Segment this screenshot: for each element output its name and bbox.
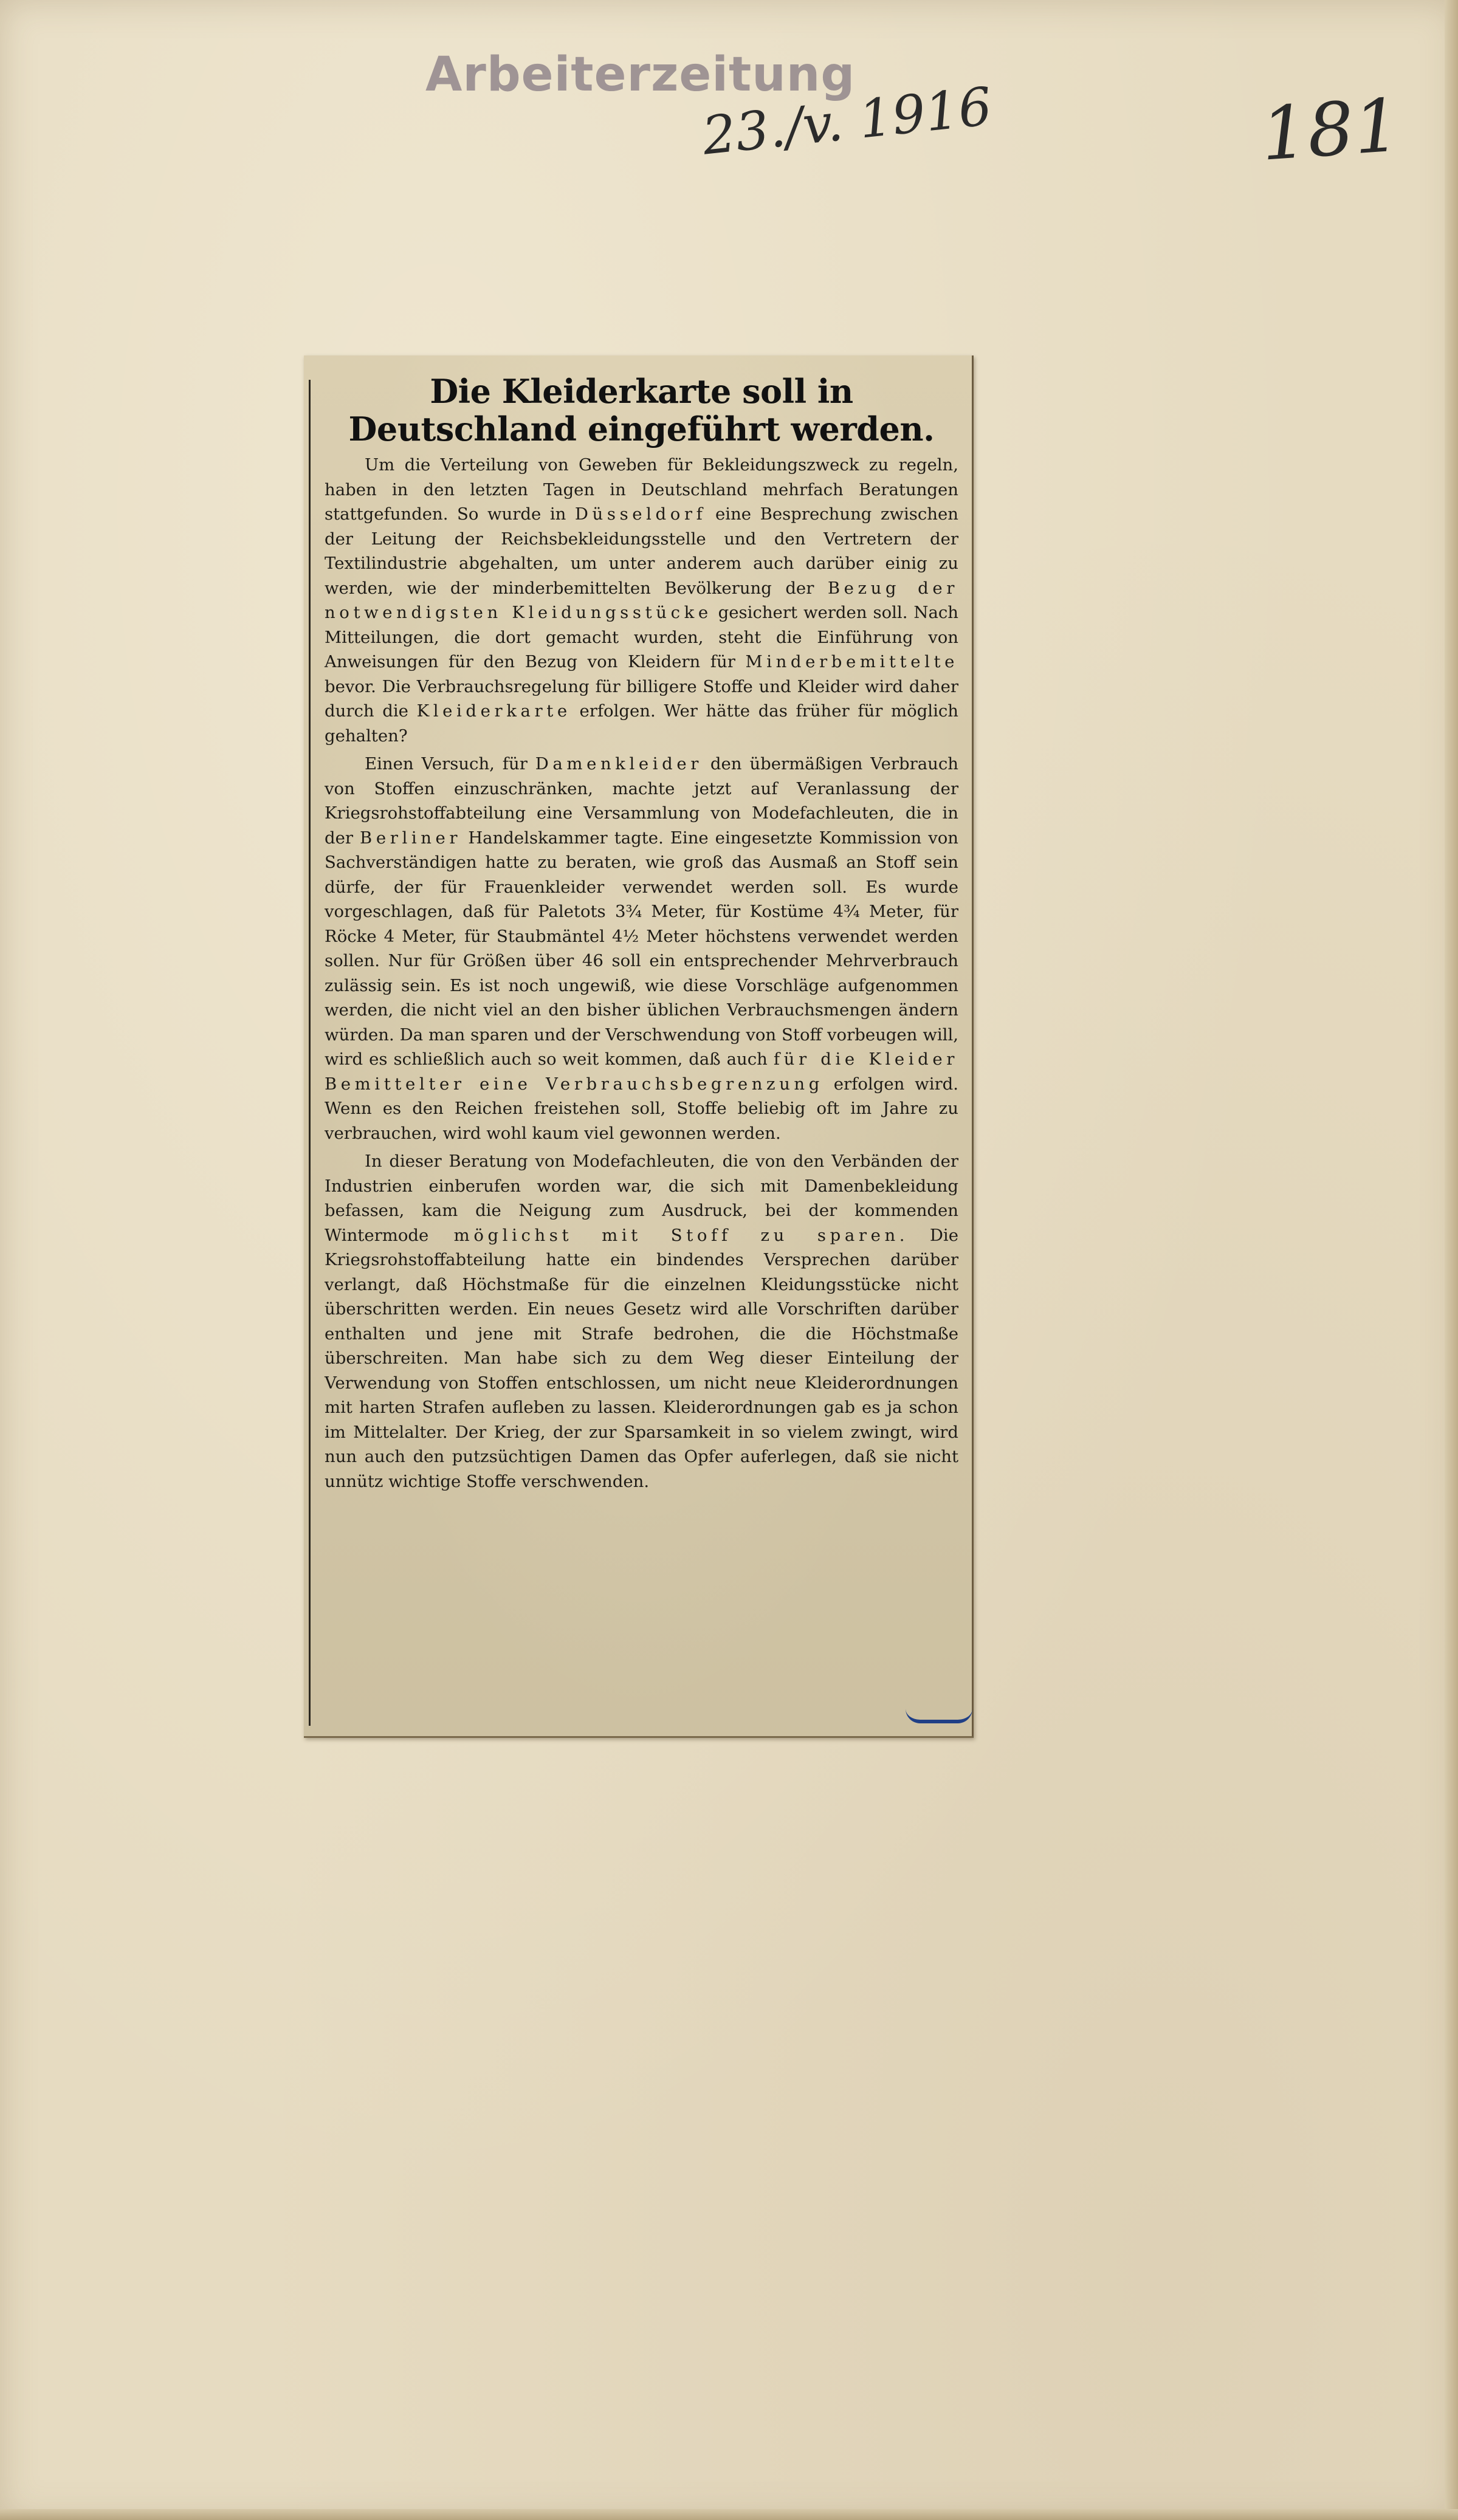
- paragraph-text-run: erfolgen wird. Wenn es den Reichen freistehen soll, Stoffe beliebig oft im Jahre zu verbrauchen, wird wohl kaum viel gewonnen werden.: [325, 1074, 958, 1143]
- paragraph-text-run: erfolgen. Wer hätte das früher für möglich gehalten?: [325, 701, 958, 746]
- sheet-bottom-edge: [0, 2509, 1458, 2520]
- clipping-column-rule: [309, 380, 311, 1726]
- newspaper-clipping: [304, 355, 974, 1738]
- paragraph-text-run: Um die Verteilung von Geweben für Bekleidungszweck zu regeln, haben in den letzten Tagen in Deutschland mehrfach Beratungen stattgefunden. So wurde in: [325, 455, 958, 524]
- paragraph-text-run: den übermäßigen Verbrauch von Stoffen einzuschränken, machte jetzt auf Veranlassung der Kriegsrohstoffabteilung eine Versammlung von Modefachleuten, die in der: [325, 754, 958, 848]
- paragraph-text-run: bevor. Die Verbrauchsregelung für billigere Stoffe und Kleider wird daher durch die: [325, 676, 958, 721]
- paragraph-text-run: Handelskammer tagte. Eine eingesetzte Kommission von Sachverständigen hatte zu beraten, wie groß das Ausmaß an Stoff sein dürfe, der für Frauenkleider verwendet werden soll. Es wurde vorgeschlagen, daß für Paletots 3¾ Meter, für Kostüme 4¾ Meter, für Röcke 4 Meter, für Staubmäntel 4½ Meter höchstens verwendet werden sollen. Nur für Größen über 46 soll ein entsprechender Mehrverbrauch zulässig sein. Es ist noch ungewiß, wie diese Vorschläge aufgenommen werden, die nicht viel an den bisher üblichen Verbrauchsmengen ändern würden. Da man sparen und der Verschwendung von Stoff vorbeugen will, wird es schließlich auch so weit kommen, daß auch: [325, 828, 958, 1069]
- spaced-emphasis-text: Kleiderkarte: [416, 701, 571, 721]
- article-headline: Die Kleiderkarte soll in Deutschland eingeführt werden.: [348, 372, 935, 448]
- spaced-emphasis-text: Damenkleider: [535, 754, 703, 774]
- blue-pencil-mark: [906, 1709, 972, 1723]
- spaced-emphasis-text: Berliner: [360, 828, 462, 848]
- paragraph-text-run: In dieser Beratung von Modefachleuten, die von den Verbänden der Industrien einberufen worden war, die sich mit Damenbekleidung befassen, kam die Neigung zum Ausdruck, bei der kommenden Wintermode: [325, 1152, 958, 1245]
- spaced-emphasis-text: möglichst mit Stoff zu sparen: [453, 1225, 899, 1245]
- spaced-emphasis-text: Düsseldorf: [574, 504, 707, 524]
- paragraph-text-run: gesichert werden soll. Nach Mitteilungen, die dort gemacht wurden, steht die Einführung von Anweisungen für den Bezug von Kleidern für: [325, 603, 958, 671]
- newspaper-stamp: Arbeiterzeitung: [425, 47, 856, 102]
- paragraph-text-run: . Die Kriegsrohstoffabteilung hatte ein bindendes Versprechen darüber verlangt, daß Höchstmaße für die einzelnen Kleidungsstücke nicht überschritten werden. Ein neues Gesetz wird alle Vorschriften darüber enthalten und jene mit Strafe bedrohen, die die Höchstmaße überschreiten. Man habe sich zu dem Weg dieser Einteilung der Verwendung von Stoffen entschlossen, um nicht neue Kleiderordnungen mit harten Strafen aufleben zu lassen. Kleiderordnungen gab es ja schon im Mittelalter. Der Krieg, der zur Sparsamkeit in so vielem zwingt, wird nun auch den putzsüchtigen Damen das Opfer auferlegen, daß sie nicht unnütz wichtige Stoffe verschwenden.: [325, 1225, 959, 1491]
- spaced-emphasis-text: Bezug der notwendigsten Kleidungsstücke: [325, 578, 958, 622]
- archive-number: 181: [1258, 83, 1403, 177]
- sheet-right-edge: [1445, 0, 1458, 2520]
- article-paragraph-3: [325, 1149, 958, 1494]
- article-paragraph-1: [325, 453, 958, 748]
- paragraph-text-run: Einen Versuch, für: [365, 754, 535, 774]
- spaced-emphasis-text: für die Kleider Bemittelter eine Verbrauchsbegrenzung: [325, 1049, 958, 1094]
- article-paragraph-2: [325, 752, 958, 1145]
- handwritten-date: 23./v. 1916: [700, 76, 995, 167]
- paragraph-text-run: eine Besprechung zwischen der Leitung der Reichsbekleidungsstelle und den Vertretern der Textilindustrie abgehalten, um unter anderem auch darüber einig zu werden, wie der minderbemittelten Bevölkerung der: [325, 504, 958, 598]
- spaced-emphasis-text: Minderbemittelte: [745, 652, 958, 671]
